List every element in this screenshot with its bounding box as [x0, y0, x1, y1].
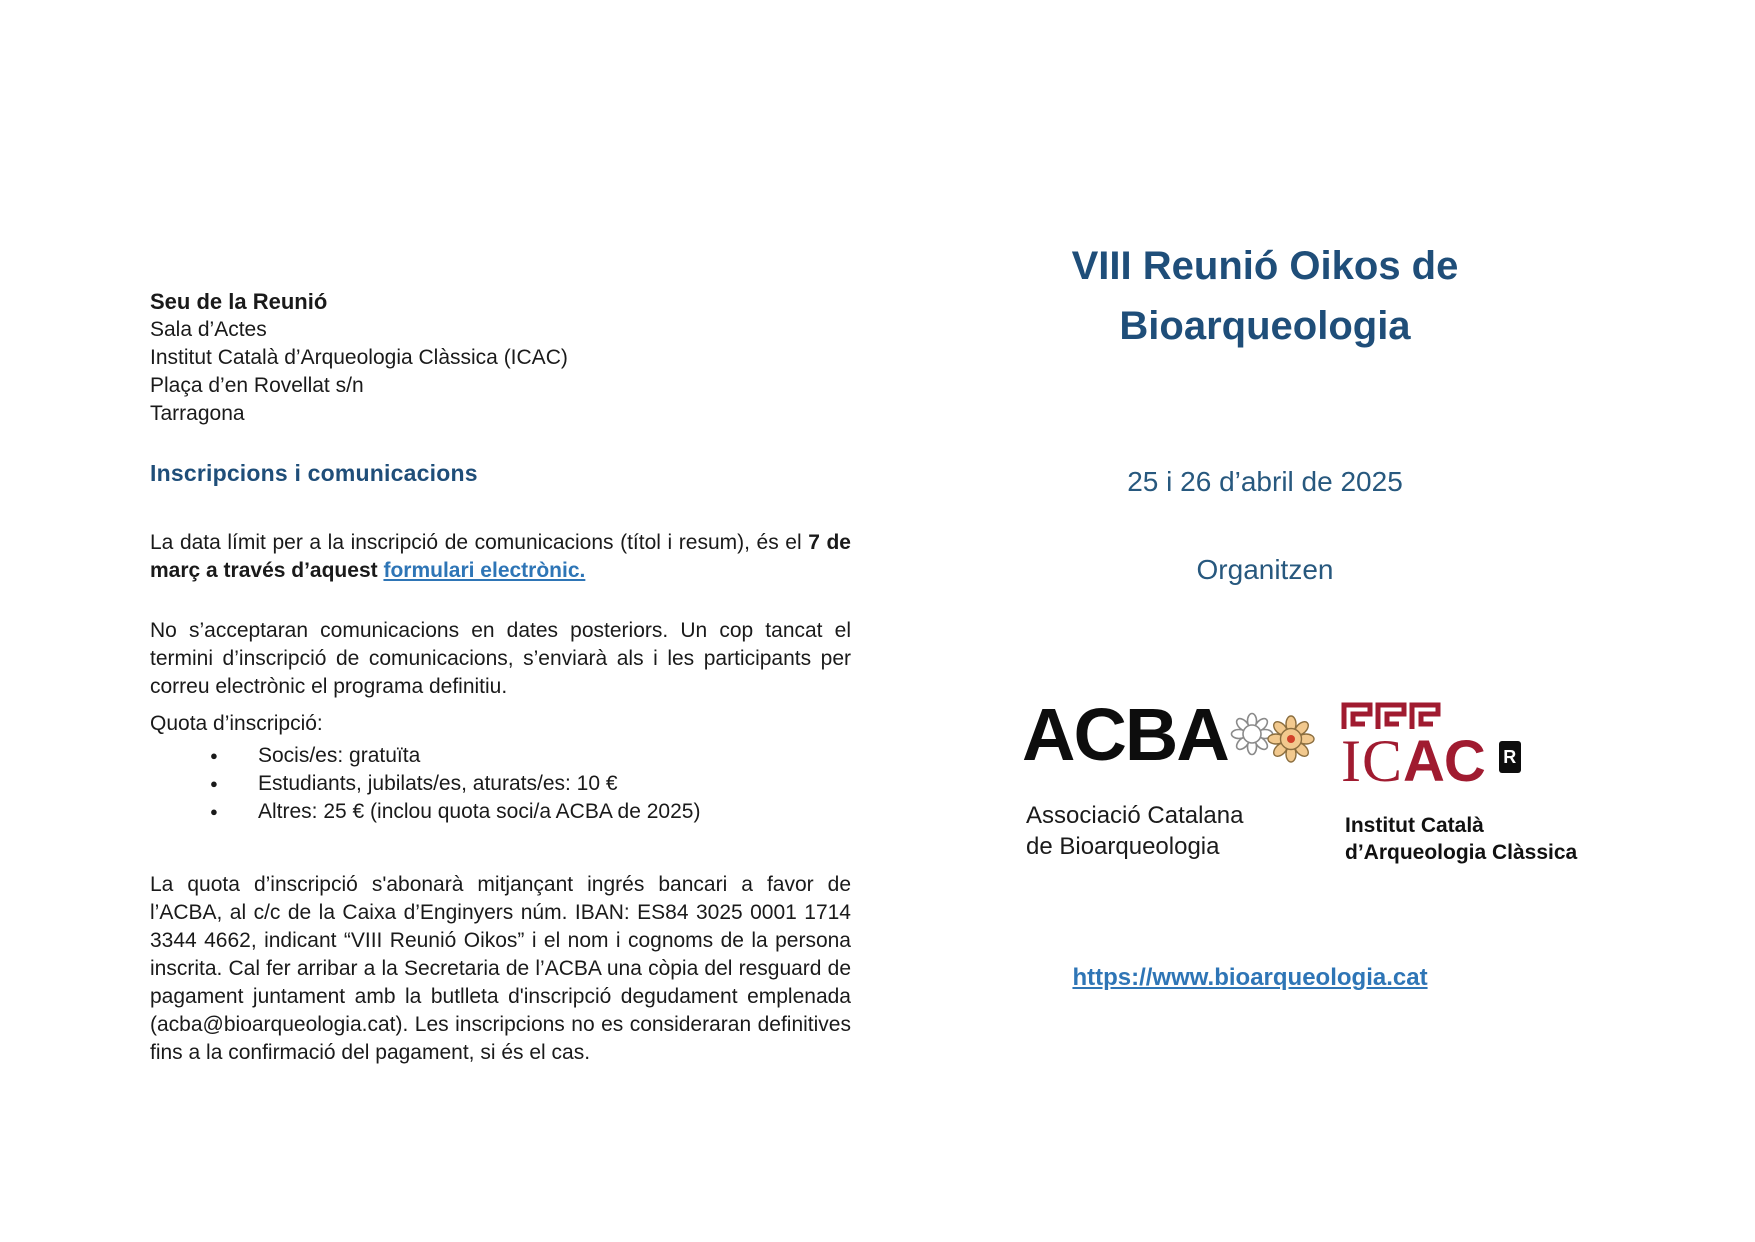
registration-form-link[interactable]: formulari electrònic.: [383, 559, 586, 582]
fee-item-members-label: Socis/es: gratuïta: [258, 744, 421, 767]
registered-trademark-icon: R: [1499, 741, 1521, 773]
bullet-icon: ●: [210, 776, 218, 791]
event-title-line2: Bioarqueologia: [1119, 304, 1411, 348]
fee-item-members: [150, 742, 851, 770]
deadline-bold-text: 7 de març a través d’aquest: [150, 531, 851, 582]
fee-block: [150, 710, 851, 826]
fee-item-students-label: Estudiants, jubilats/es, aturats/es: 10 €: [258, 772, 618, 795]
icac-wordmark-bold: AC: [1403, 729, 1485, 794]
event-date: 25 i 26 d’abril de 2025: [1127, 466, 1403, 497]
website-link[interactable]: https://www.bioarqueologia.cat: [1072, 964, 1428, 991]
paragraph-deadline: [150, 529, 851, 585]
paragraph-payment: La quota d’inscripció s'abonarà mitjançant ingrés bancari a favor de l’ACBA, al c/c de la Caixa d’Enginyers núm. IBAN: ES84 3025 0001 1714 3344 4662, indicant “VIII Reunió Oikos” i el nom i cognoms de la persona inscrita. Cal fer arribar a la Secretaria de l’ACBA una còpia del resguard de pagament juntament amb la butlleta d'inscripció degudament emplenada (acba@bioarqueologia.cat). Les inscripcions no es consideraran definitives fins a la confirmació del pagament, si és el cas.: [150, 873, 851, 1064]
icac-wordmark-serif: IC: [1341, 728, 1403, 794]
flower-center-dot: [1287, 735, 1295, 743]
acba-caption-line2: de Bioarqueologia: [1026, 833, 1220, 860]
venue-title: Seu de la Reunió: [150, 289, 328, 314]
fee-item-others: [150, 798, 851, 826]
deadline-text: La data límit per a la inscripció de comunicacions (títol i resum), és el: [150, 531, 809, 554]
icac-caption-line1: Institut Català: [1345, 814, 1484, 837]
venue-line-address: Plaça d’en Rovellat s/n: [150, 374, 364, 397]
fee-intro: Quota d’inscripció:: [150, 712, 323, 735]
icac-logo: [1341, 702, 1521, 806]
icac-meander-icon: [1341, 702, 1441, 730]
fee-item-others-label: Altres: 25 € (inclou quota soci/a ACBA de 2025): [258, 800, 701, 823]
acba-caption-line1: Associació Catalana: [1026, 802, 1244, 829]
venue-line-city: Tarragona: [150, 402, 245, 425]
organizers-label: Organitzen: [1196, 554, 1334, 585]
bullet-icon: ●: [210, 804, 218, 819]
icac-wordmark: [1341, 728, 1521, 806]
venue-line-room: Sala d’Actes: [150, 318, 267, 341]
acba-logo: [1022, 695, 1228, 775]
venue-line-institution: Institut Català d’Arqueologia Clàssica (ICAC): [150, 346, 568, 369]
icac-caption-line2: d’Arqueologia Clàssica: [1345, 841, 1578, 864]
acba-wordmark: ACBA: [1022, 693, 1228, 776]
acba-caption: [1026, 800, 1243, 862]
section-heading-inscriptions: Inscripcions i comunicacions: [150, 460, 478, 486]
website-link-wrap: [955, 964, 1545, 992]
fee-list: [150, 742, 851, 826]
venue-block: [150, 288, 851, 428]
event-title-line1: VIII Reunió Oikos de: [1071, 244, 1459, 288]
icac-caption: [1345, 812, 1577, 866]
event-title: [970, 236, 1560, 356]
bullet-icon: ●: [210, 748, 218, 763]
fee-item-students: [150, 770, 851, 798]
acba-flowers-icon: [1228, 708, 1320, 774]
paragraph-late-submissions: No s’acceptaran comunicacions en dates posteriors. Un cop tancat el termini d’inscripció de comunicacions, s’enviarà als i les participants per correu electrònic el programa definitiu.: [150, 619, 851, 698]
